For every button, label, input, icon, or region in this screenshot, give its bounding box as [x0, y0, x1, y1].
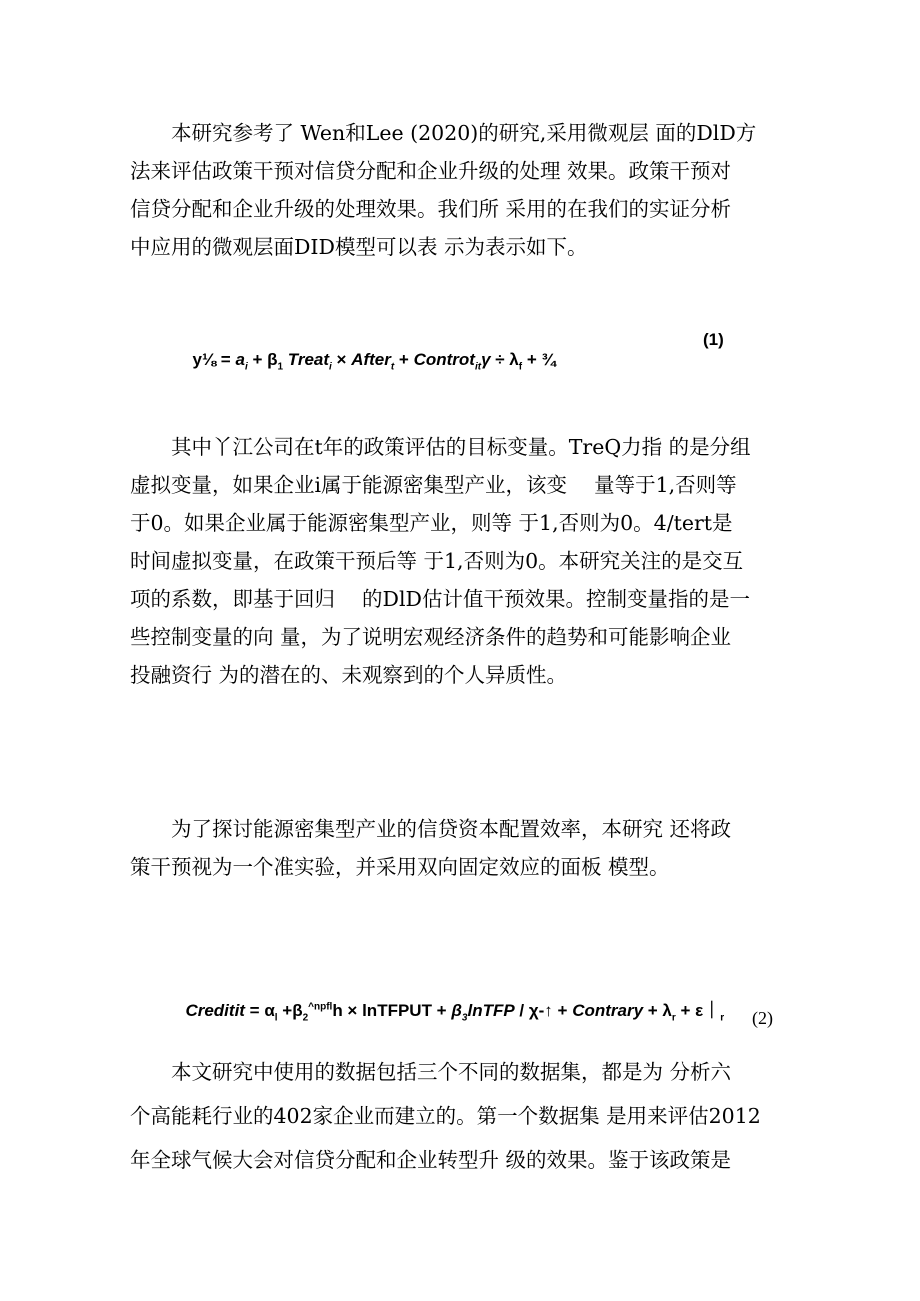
equation-1: y⅛ = $a_i + \beta_1$ Treat$_i$ × After$_t$ + Controt$_{it}$γ ÷ $\lambda_f$ + ¾: [192, 350, 556, 373]
text-line: 虚拟变量，如果企业i属于能源密集型产业，该变 量等于1,否则等: [130, 473, 737, 497]
paragraph-panel-model: [130, 810, 812, 886]
equation-2: Creditit = $\alpha_l +\beta_2^{\^{}npfl}h$ × lnTFPUT + $\beta_3lnTFP$ / χ-↑ + Contrary + $\lambda_r$ + $\varepsilon|_r$: [185, 1001, 725, 1024]
paragraph-variables: [130, 428, 812, 694]
text-line: 投融资行 为的潜在的、未观察到的个人异质性。: [130, 663, 568, 687]
text-line: 策干预视为一个准实验，并采用双向固定效应的面板 模型。: [130, 855, 670, 879]
text-line: 中应用的微观层面DID模型可以表 示为表示如下。: [130, 235, 588, 259]
equation-1-number: (1): [703, 330, 724, 349]
text-line: 本文研究中使用的数据包括三个不同的数据集，都是为 分析六: [130, 1060, 732, 1084]
text-line: 年全球气候大会对信贷分配和企业转型升 级的效果。鉴于该政策是: [130, 1148, 732, 1172]
paragraph-method: [130, 114, 812, 266]
paragraph-data: [130, 1050, 812, 1266]
equation-2-number: (2): [752, 1008, 773, 1028]
text-line: 些控制变量的向 量，为了说明宏观经济条件的趋势和可能影响企业: [130, 625, 732, 649]
text-line: 于0。如果企业属于能源密集型产业，则等 于1,否则为0。4/tert是: [130, 511, 733, 535]
text-line: 时间虚拟变量，在政策干预后等 于1,否则为0。本研究关注的是交互: [130, 549, 744, 573]
text-line: 项的系数，即基于回归 的DlD估计值干预效果。控制变量指的是一: [130, 587, 750, 611]
text-line: 法来评估政策干预对信贷分配和企业升级的处理 效果。政策干预对: [130, 159, 732, 183]
text-line: 信贷分配和企业升级的处理效果。我们所 采用的在我们的实证分析: [130, 197, 732, 221]
text-line: 为了探讨能源密集型产业的信贷资本配置效率，本研究 还将政: [130, 817, 732, 841]
text-line: 其中丫江公司在t年的政策评估的目标变量。TreQ力指 的是分组: [130, 435, 751, 459]
text-line: 本研究参考了 Wen和Lee (2020)的研究,采用微观层 面的DlD方: [130, 121, 757, 145]
text-line: 个高能耗行业的402家企业而建立的。第一个数据集 是用来评估2012: [130, 1104, 761, 1128]
